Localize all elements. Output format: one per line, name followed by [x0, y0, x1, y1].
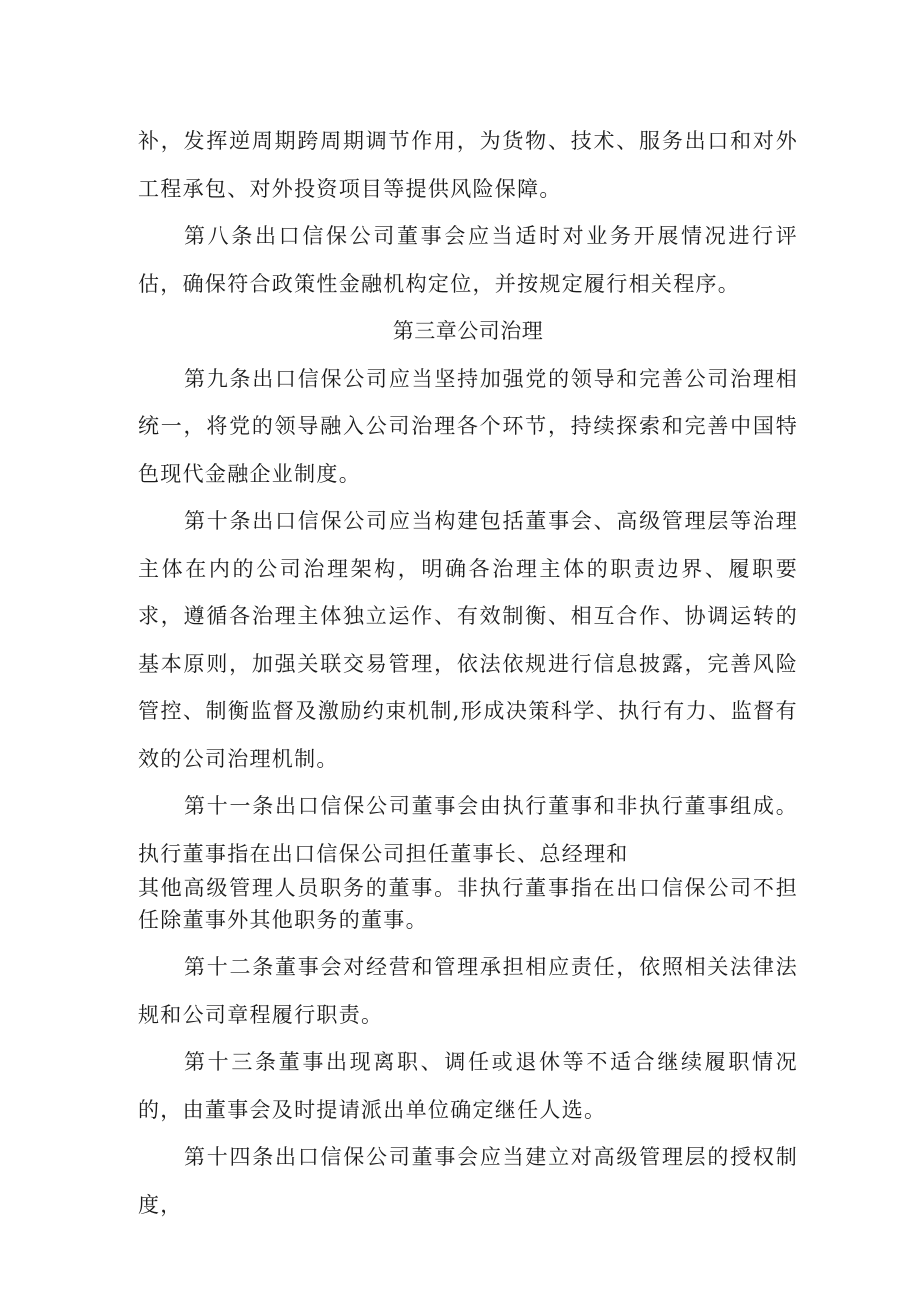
- paragraph-article-10: 第十条出口信保公司应当构建包括董事会、高级管理层等治理主体在内的公司治理架构，明确各治理主体的职责边界、履职要求，遵循各治理主体独立运作、有效制衡、相互合作、协调运转的基本原则，加强关联交易管理，依法依规进行信息披露，完善风险管控、制衡监督及激励约束机制,形成决策科学、执行有力、监督有效的公司治理机制。: [138, 509, 798, 771]
- paragraph-article-11-part2: 其他高级管理人员职务的董事。非执行董事指在出口信保公司不担任除董事外其他职务的董事。: [138, 876, 798, 932]
- chapter-heading: 第三章公司治理: [392, 319, 544, 343]
- paragraph-article-12: 第十二条董事会对经营和管理承担相应责任，依照相关法律法规和公司章程履行职责。: [138, 955, 798, 1027]
- paragraph-article-11-part1: 第十一条出口信保公司董事会由执行董事和非执行董事组成。执行董事指在出口信保公司担任董事长、总经理和: [138, 794, 798, 866]
- paragraph-article-13: 第十三条董事出现离职、调任或退休等不适合继续履职情况的，由董事会及时提请派出单位确定继任人选。: [138, 1050, 798, 1122]
- paragraph-article-8: 第八条出口信保公司董事会应当适时对业务开展情况进行评估，确保符合政策性金融机构定位，并按规定履行相关程序。: [138, 224, 798, 296]
- paragraph-article-14: 第十四条出口信保公司董事会应当建立对高级管理层的授权制度，: [138, 1145, 798, 1217]
- paragraph-continuation: 补，发挥逆周期跨周期调节作用，为货物、技术、服务出口和对外工程承包、对外投资项目等提供风险保障。: [138, 129, 798, 201]
- paragraph-article-9: 第九条出口信保公司应当坚持加强党的领导和完善公司治理相统一，将党的领导融入公司治理各个环节，持续探索和完善中国特色现代金融企业制度。: [138, 366, 798, 486]
- document-page: [138, 118, 798, 1229]
